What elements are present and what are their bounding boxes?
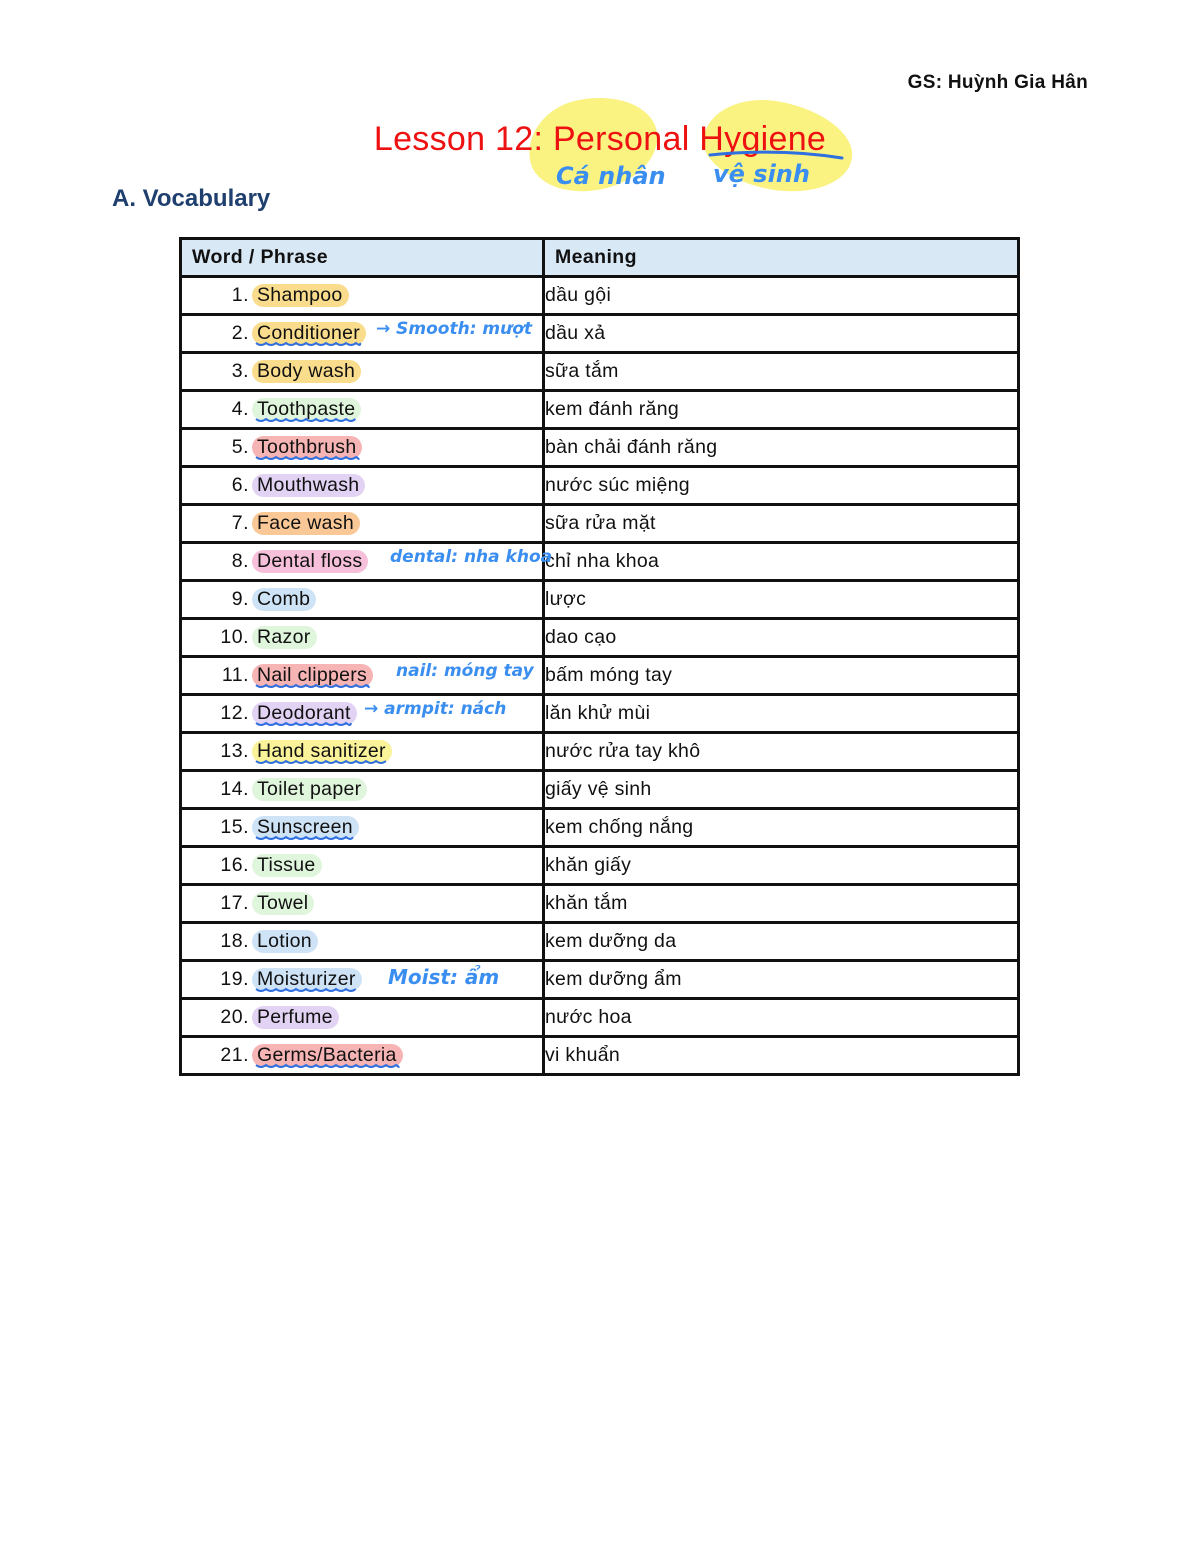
item-number: 16. — [220, 854, 249, 876]
table-body — [181, 277, 1019, 1075]
vocab-term: Moisturizer — [252, 968, 362, 991]
word-cell — [181, 543, 553, 581]
item-number: 8. — [231, 550, 249, 572]
meaning-cell: bàn chải đánh răng — [544, 429, 1019, 467]
vocab-term: Tissue — [252, 854, 322, 877]
meaning-cell: kem chống nắng — [544, 809, 1019, 847]
word-cell — [181, 353, 544, 391]
section-heading: A. Vocabulary — [112, 185, 271, 212]
item-number: 21. — [220, 1044, 249, 1066]
meaning-cell: dầu xả — [544, 315, 1019, 353]
table-row — [181, 505, 1019, 543]
header-word-phrase: Word / Phrase — [181, 239, 544, 277]
vocab-term: Mouthwash — [252, 474, 365, 497]
item-number: 20. — [220, 1006, 249, 1028]
item-number: 14. — [220, 778, 249, 800]
word-cell — [181, 657, 544, 695]
page-title: Lesson 12: Personal Hygiene — [373, 120, 827, 158]
item-number: 1. — [231, 284, 249, 306]
vocab-term: Conditioner — [252, 322, 366, 345]
table-row — [181, 467, 1019, 505]
vocab-term: Deodorant — [252, 702, 357, 725]
word-cell — [181, 961, 544, 999]
item-number: 6. — [231, 474, 249, 496]
vocab-term: Dental floss — [252, 550, 368, 573]
table-row — [181, 809, 1019, 847]
word-cell — [181, 429, 544, 467]
word-cell — [181, 695, 544, 733]
table-row — [181, 543, 1019, 581]
table-row — [181, 277, 1019, 315]
vocab-term: Comb — [252, 588, 316, 611]
vocab-term: Hand sanitizer — [252, 740, 392, 763]
table-row — [181, 733, 1019, 771]
word-cell — [181, 391, 544, 429]
vocab-term: Razor — [252, 626, 317, 649]
item-number: 10. — [220, 626, 249, 648]
handwritten-note: → Smooth: mượt — [376, 319, 533, 339]
vocab-term: Perfume — [252, 1006, 339, 1029]
meaning-cell: vi khuẩn — [544, 1037, 1019, 1075]
meaning-cell: nước rửa tay khô — [544, 733, 1019, 771]
meaning-cell: lược — [544, 581, 1019, 619]
handwritten-note: → armpit: nách — [364, 699, 507, 719]
vocab-term: Face wash — [252, 512, 360, 535]
word-cell — [181, 315, 544, 353]
table-row — [181, 885, 1019, 923]
handwritten-note: dental: nha khoa — [390, 547, 553, 567]
table-row — [181, 391, 1019, 429]
meaning-cell: sữa rửa mặt — [544, 505, 1019, 543]
table-row — [181, 581, 1019, 619]
vocab-term: Toothbrush — [252, 436, 362, 459]
item-number: 3. — [231, 360, 249, 382]
table-row — [181, 771, 1019, 809]
meaning-cell: dao cạo — [544, 619, 1019, 657]
meaning-cell: kem đánh răng — [544, 391, 1019, 429]
word-cell — [181, 581, 544, 619]
table-row — [181, 847, 1019, 885]
meaning-cell: nước hoa — [544, 999, 1019, 1037]
meaning-cell: kem dưỡng ẩm — [544, 961, 1019, 999]
word-cell — [181, 733, 544, 771]
item-number: 2. — [231, 322, 249, 344]
word-cell — [181, 1037, 544, 1075]
vocab-term: Germs/Bacteria — [252, 1044, 403, 1067]
meaning-cell: lăn khử mùi — [544, 695, 1019, 733]
meaning-cell: kem dưỡng da — [544, 923, 1019, 961]
meaning-cell: khăn giấy — [544, 847, 1019, 885]
title-note-personal: Cá nhân — [556, 162, 666, 190]
meaning-cell: dầu gội — [544, 277, 1019, 315]
table-row — [181, 619, 1019, 657]
meaning-cell: khăn tắm — [544, 885, 1019, 923]
item-number: 4. — [231, 398, 249, 420]
table-row — [181, 315, 1019, 353]
meaning-cell: chỉ nha khoa — [544, 543, 1019, 581]
table-row — [181, 999, 1019, 1037]
handwritten-note: nail: móng tay — [396, 661, 534, 681]
header-meaning: Meaning — [544, 239, 1019, 277]
vocab-term: Shampoo — [252, 284, 349, 307]
table-row — [181, 353, 1019, 391]
vocab-term: Sunscreen — [252, 816, 359, 839]
vocab-term: Toilet paper — [252, 778, 367, 801]
author-label: GS: Huỳnh Gia Hân — [907, 72, 1088, 93]
handwritten-note: Moist: ẩm — [388, 965, 500, 989]
meaning-cell: sữa tắm — [544, 353, 1019, 391]
table-header-row — [181, 239, 1019, 277]
item-number: 19. — [220, 968, 249, 990]
word-cell — [181, 885, 544, 923]
meaning-cell: nước súc miệng — [544, 467, 1019, 505]
item-number: 15. — [220, 816, 249, 838]
word-cell — [181, 619, 544, 657]
item-number: 13. — [220, 740, 249, 762]
item-number: 7. — [231, 512, 249, 534]
item-number: 17. — [220, 892, 249, 914]
vocab-term: Toothpaste — [252, 398, 361, 421]
meaning-cell: bấm móng tay — [544, 657, 1019, 695]
word-cell — [181, 505, 544, 543]
word-cell — [181, 277, 544, 315]
word-cell — [181, 467, 544, 505]
table-row — [181, 429, 1019, 467]
item-number: 9. — [231, 588, 249, 610]
word-cell — [181, 847, 544, 885]
word-cell — [181, 923, 544, 961]
item-number: 11. — [221, 664, 249, 686]
title-note-hygiene: vệ sinh — [713, 160, 810, 188]
item-number: 18. — [220, 930, 249, 952]
vocabulary-table — [179, 237, 1020, 1076]
item-number: 12. — [220, 702, 249, 724]
vocab-term: Lotion — [252, 930, 318, 953]
word-cell — [181, 809, 544, 847]
table-row — [181, 657, 1019, 695]
vocab-term: Towel — [252, 892, 314, 915]
table-row — [181, 1037, 1019, 1075]
table-row — [181, 923, 1019, 961]
table-row — [181, 961, 1019, 999]
table-row — [181, 695, 1019, 733]
vocab-term: Body wash — [252, 360, 361, 383]
word-cell — [181, 771, 544, 809]
word-cell — [181, 999, 544, 1037]
meaning-cell: giấy vệ sinh — [544, 771, 1019, 809]
item-number: 5. — [231, 436, 249, 458]
vocab-term: Nail clippers — [252, 664, 373, 687]
